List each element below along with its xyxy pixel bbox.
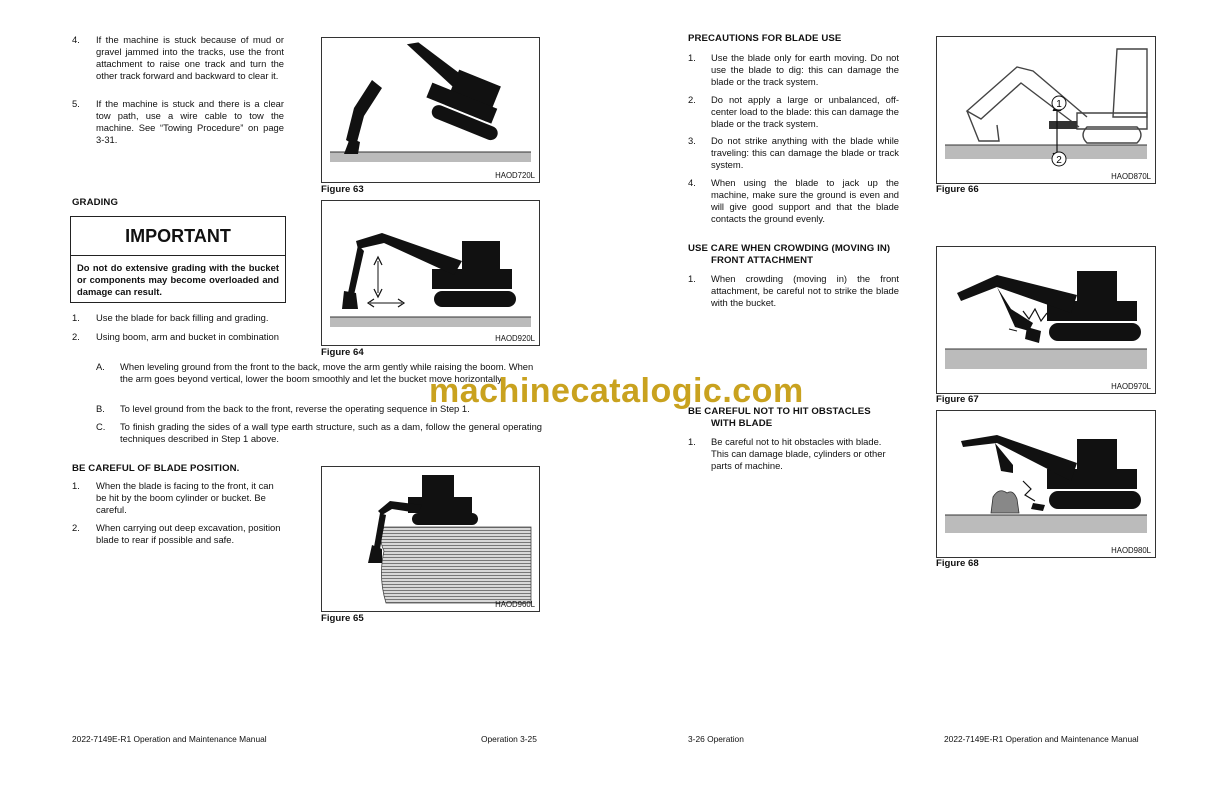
footer-manual-title: 2022-7149E-R1 Operation and Maintenance Manual <box>72 734 267 744</box>
figure-code: HAOD980L <box>1111 546 1151 555</box>
substep-text: To level ground from the back to the front, reverse the operating sequence in Step 1. <box>120 403 470 414</box>
figure-caption: Figure 64 <box>321 347 364 358</box>
step-number: 2. <box>688 94 696 105</box>
figure-code: HAOD720L <box>495 171 535 180</box>
step-text: Using boom, arm and bucket in combination <box>96 331 279 342</box>
substep-letter: B. <box>96 403 105 414</box>
step-number: 1. <box>72 312 80 323</box>
step-text: When carrying out deep excavation, position blade to rear if possible and safe. <box>96 522 281 545</box>
figure-code: HAOD870L <box>1111 172 1151 181</box>
figure-68-obstacle <box>936 410 1156 558</box>
excavator-outline-illustration <box>937 37 1155 183</box>
excavator-deep-excavation-illustration <box>322 467 539 611</box>
blade-position-heading: BE CAREFUL OF BLADE POSITION. <box>72 463 240 474</box>
substep-letter: C. <box>96 421 106 432</box>
step-number: 2. <box>72 522 80 533</box>
figure-63-excavator-stuck <box>321 37 540 183</box>
step-number: 2. <box>72 331 80 342</box>
figure-caption: Figure 65 <box>321 613 364 624</box>
step-number: 1. <box>688 273 696 284</box>
figure-caption: Figure 66 <box>936 184 979 195</box>
figure-code: HAOD970L <box>1111 382 1151 391</box>
substep-text: When leveling ground from the front to the back, move the arm gently while raising the boom. When the arm goes beyond vertical, lower the boom smoothly and let the bucket move horizontally. <box>120 361 534 384</box>
item-number: 5. <box>72 98 80 109</box>
excavator-crowding-illustration <box>937 247 1155 393</box>
step-number: 3. <box>688 135 696 146</box>
callout-1: 1 <box>1056 99 1062 110</box>
crowding-heading-line2: FRONT ATTACHMENT <box>711 255 814 266</box>
excavator-obstacle-illustration <box>937 411 1155 557</box>
excavator-grading-illustration <box>322 201 539 345</box>
footer-manual-title: 2022-7149E-R1 Operation and Maintenance Manual <box>944 734 1139 744</box>
step-text: When using the blade to jack up the machine, make sure the ground is even and will give good support and that the blade contacts the ground evenly. <box>711 177 899 224</box>
figure-66-blade-jack <box>936 36 1156 184</box>
obstacles-heading: BE CAREFUL NOT TO HIT OBSTACLES <box>688 406 871 417</box>
substep-letter: A. <box>96 361 105 372</box>
substep-text: To finish grading the sides of a wall type earth structure, such as a dam, follow the general operating techniques described in Step 1 above. <box>120 421 542 444</box>
callout-2: 2 <box>1056 155 1062 166</box>
figure-caption: Figure 63 <box>321 184 364 195</box>
step-number: 1. <box>688 436 696 447</box>
step-text: Be careful not to hit obstacles with blade. This can damage blade, cylinders or other parts of machine. <box>711 436 886 471</box>
step-text: Use the blade for back filling and grading. <box>96 312 269 323</box>
step-text: Do not apply a large or unbalanced, off-center load to the blade: this can damage the blade or the track system. <box>711 94 899 129</box>
figure-code: HAOD960L <box>495 600 535 609</box>
important-text: Do not do extensive grading with the bucket or components may become overloaded and damage can result. <box>77 262 279 297</box>
figure-caption: Figure 67 <box>936 394 979 405</box>
step-number: 1. <box>72 480 80 491</box>
item-text: If the machine is stuck because of mud or gravel jammed into the tracks, use the front attachment to raise one track and turn the other track forward and backward to clear it. <box>96 34 284 81</box>
crowding-heading: USE CARE WHEN CROWDING (MOVING IN) <box>688 243 891 254</box>
figure-65-blade-position <box>321 466 540 612</box>
item-text: If the machine is stuck and there is a clear tow path, use a wire cable to tow the machine. See “Towing Procedure” on page 3-31. <box>96 98 284 145</box>
precautions-heading: PRECAUTIONS FOR BLADE USE <box>688 33 842 44</box>
footer-page-number: 3-26 Operation <box>688 734 744 744</box>
step-text: When the blade is facing to the front, it can be hit by the boom cylinder or bucket. Be careful. <box>96 480 274 515</box>
footer-page-number: Operation 3-25 <box>481 734 537 744</box>
step-text: Use the blade only for earth moving. Do not use the blade to dig: this can damage the blade or the track system. <box>711 52 899 87</box>
item-number: 4. <box>72 34 80 45</box>
grading-heading: GRADING <box>72 197 119 208</box>
step-number: 4. <box>688 177 696 188</box>
important-title: IMPORTANT <box>71 217 285 256</box>
step-text: When crowding (moving in) the front attachment, be careful not to strike the blade with the bucket. <box>711 273 899 308</box>
excavator-tilted-illustration <box>322 38 539 182</box>
figure-64-grading <box>321 200 540 346</box>
important-notice <box>70 216 286 303</box>
obstacles-heading-line2: WITH BLADE <box>711 418 773 429</box>
figure-code: HAOD920L <box>495 334 535 343</box>
figure-67-crowding <box>936 246 1156 394</box>
step-text: Do not strike anything with the blade while traveling: this can damage the blade or track system. <box>711 135 899 170</box>
figure-caption: Figure 68 <box>936 558 979 569</box>
step-number: 1. <box>688 52 696 63</box>
watermark: machinecatalogic.com <box>429 372 804 410</box>
